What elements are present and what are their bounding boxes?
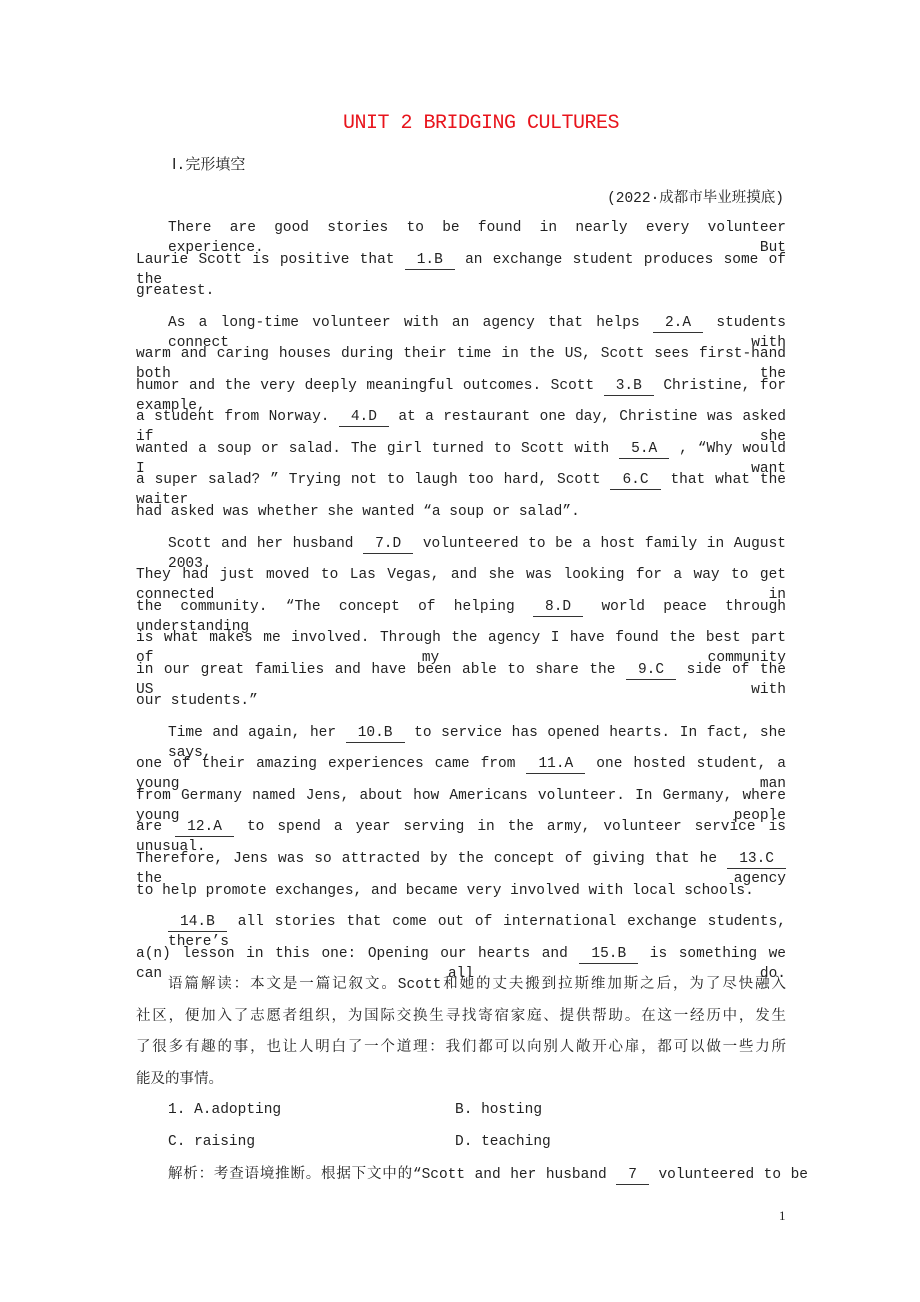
analysis-line — [168, 1165, 808, 1185]
text-segment: is what makes me involved. Through the agency I have found the best part of my community — [136, 630, 786, 667]
answer-blank: 11.A — [526, 756, 585, 774]
option-1b: B. hosting — [455, 1102, 543, 1118]
text-segment: from Germany named Jens, about how Americans volunteer. In Germany, where young people — [136, 787, 786, 824]
text-segment: to help promote exchanges, and became very involved with local schools. — [136, 882, 754, 899]
text-segment: our students.” — [136, 693, 258, 710]
text-segment: is something we can all do. — [136, 945, 786, 982]
option-1c: C. raising — [168, 1134, 256, 1150]
text-segment: the community. “The concept of helping — [136, 598, 534, 615]
text-segment: As a long-time volunteer with an agency that helps — [168, 314, 653, 331]
option-1d: D. teaching — [455, 1134, 551, 1150]
text-segment: to service has opened hearts. In fact, she says, — [168, 724, 786, 761]
answer-blank: 13.C — [727, 851, 786, 869]
passage-line — [136, 1007, 786, 1027]
text-segment: a student from Norway. — [136, 409, 339, 426]
answer-blank: 8.D — [533, 599, 583, 617]
text-segment: Therefore, Jens was so attracted by the concept of giving that he — [136, 851, 728, 867]
text-segment: world peace through understanding — [136, 598, 787, 635]
text-segment: Christine, for example, — [136, 377, 786, 414]
text-segment: 解析：考查语境推断。根据下文中的“Scott and her husband — [168, 1167, 617, 1183]
text-segment: students connect with — [168, 314, 786, 351]
answer-blank: 3.B — [604, 378, 654, 396]
text-segment: warm and caring houses during their time in the US, Scott sees first-hand both the — [136, 346, 786, 383]
passage-line — [136, 1038, 786, 1058]
text-segment: humor and the very deeply meaningful outcomes. Scott — [136, 377, 604, 394]
text-segment: 能及的事情。 — [136, 1071, 223, 1088]
passage-line — [136, 502, 786, 522]
text-segment: 社区，便加入了志愿者组织，为国际交换生寻找寄宿家庭、提供帮助。在这一经历中，发生 — [136, 1008, 786, 1025]
answer-blank: 9.C — [626, 662, 676, 680]
exam-source: (2022·成都市毕业班摸底) — [607, 191, 784, 207]
passage-line — [168, 975, 786, 995]
answer-blank: 6.C — [610, 472, 660, 490]
text-segment: , “Why would I want — [136, 440, 786, 477]
text-segment: at a restaurant one day, Christine was asked if she — [136, 409, 786, 446]
text-segment: a(n) lesson in this one: Opening our hearts and — [136, 945, 580, 962]
text-segment: Scott and her husband — [168, 535, 364, 552]
text-segment: the agency — [136, 871, 786, 887]
answer-blank: 15.B — [579, 946, 638, 964]
text-segment: to spend a year serving in the army, volunteer service is unusual. — [136, 819, 786, 856]
text-segment: They had just moved to Las Vegas, and she was looking for a way to get connected in — [136, 567, 786, 604]
text-segment: a super salad? ” Trying not to laugh too hard, Scott — [136, 472, 611, 489]
text-segment: had asked was whether she wanted “a soup or salad”. — [136, 503, 580, 520]
text-segment: all stories that come out of international exchange students, there’s — [168, 914, 786, 951]
answer-blank: 2.A — [653, 315, 703, 333]
text-segment: that what the waiter — [136, 472, 786, 509]
section-heading: Ⅰ.完形填空 — [172, 157, 246, 174]
text-segment: an exchange student produces some of the — [136, 251, 787, 288]
answer-blank: 14.B — [168, 914, 227, 932]
unit-title: UNIT 2 BRIDGING CULTURES — [342, 112, 620, 135]
text-segment: are — [136, 819, 176, 836]
answer-blank: 5.A — [619, 441, 669, 459]
text-segment: There are good stories to be found in nearly every volunteer experience. But — [168, 220, 786, 256]
text-segment: side of the US with — [136, 661, 786, 698]
text-segment: one of their amazing experiences came from — [136, 756, 527, 773]
text-segment: in our great families and have been able to share the — [136, 661, 626, 678]
text-segment: volunteered to be — [648, 1167, 808, 1183]
text-segment: greatest. — [136, 283, 215, 300]
passage-line — [136, 1070, 786, 1090]
answer-blank: 12.A — [175, 819, 234, 837]
text-segment: Time and again, her — [168, 724, 346, 741]
passage-line — [136, 691, 786, 711]
text-segment: one hosted student, a young man — [136, 756, 786, 793]
text-segment: 语篇解读：本文是一篇记叙文。Scott和她的丈夫搬到拉斯维加斯之后，为了尽快融入 — [168, 977, 786, 994]
text-segment: Laurie Scott is positive that — [136, 251, 405, 268]
text-segment: volunteered to be a host family in August 2003. — [168, 535, 786, 572]
answer-blank: 4.D — [339, 409, 389, 427]
text-segment: wanted a soup or salad. The girl turned to Scott with — [136, 440, 620, 457]
passage-line — [136, 881, 786, 901]
option-1a: 1. A.adopting — [168, 1102, 282, 1118]
passage-line — [136, 281, 786, 301]
text-segment: 了很多有趣的事，也让人明白了一个道理：我们都可以向别人敞开心扉，都可以做一些力所 — [136, 1040, 786, 1057]
answer-blank: 7.D — [363, 536, 413, 554]
answer-blank: 7 — [616, 1167, 649, 1185]
answer-blank: 1.B — [405, 252, 455, 270]
answer-blank: 10.B — [346, 725, 405, 743]
page-number: 1 — [779, 1208, 786, 1223]
